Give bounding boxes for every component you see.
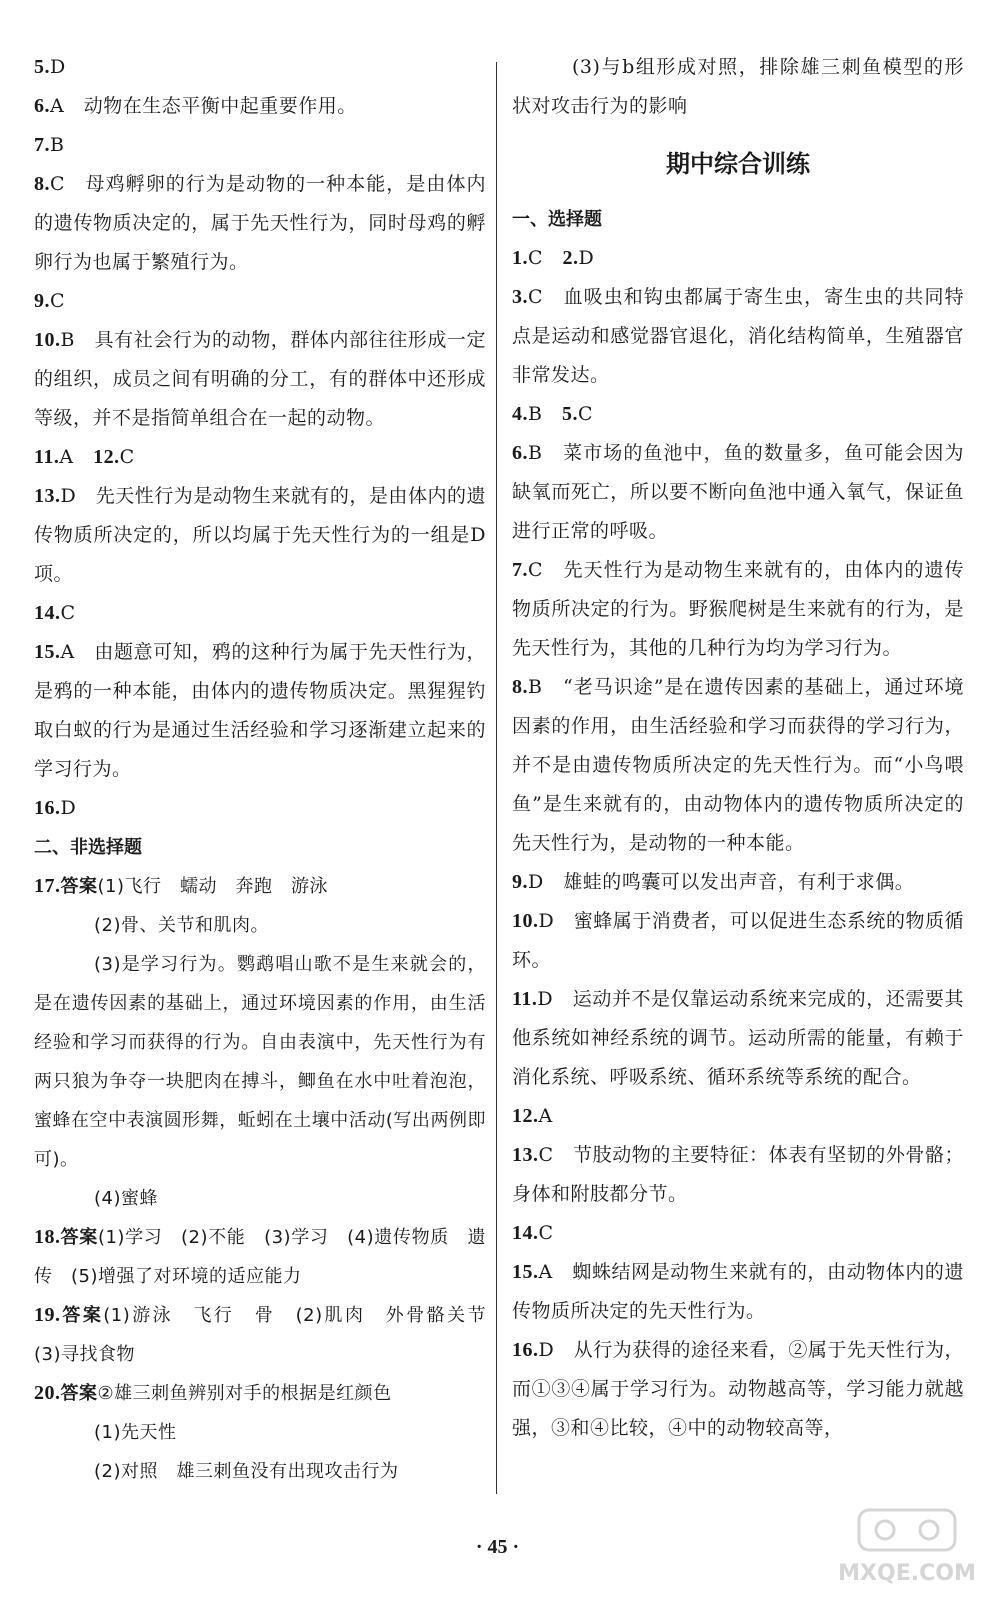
answer-r15: 15.A 蜘蛛结网是动物生来就有的，由动物体内的遗传物质所决定的先天性行为。 — [512, 1261, 964, 1322]
answer-8: 8.C 母鸡孵卵的行为是动物的一种本能，是由体内的遗传物质决定的，属于先天性行为，同时母鸡的孵卵行为也属于繁殖行为。 — [34, 173, 486, 273]
answer-20-part3: (3)与b组形成对照，排除雄三刺鱼模型的形状对攻击行为的影响 — [512, 56, 964, 117]
answer-4-5: 4.B 5.C — [512, 403, 594, 425]
section-heading-choice: 一、选择题 — [512, 209, 602, 230]
answer-r11: 11.D 运动并不是仅靠运动系统来完成的，还需要其他系统如神经系统的调节。运动所需的能量，有赖于消化系统、呼吸系统、循环系统等系统的配合。 — [512, 988, 964, 1088]
column-divider — [496, 62, 497, 1494]
answer-17-line2: (2)骨、关节和肌肉。 — [94, 915, 269, 936]
answer-r8: 8.B “老马识途”是在遗传因素的基础上，通过环境因素的作用，由生活经验和学习而获得的学习行为，并不是由遗传物质所决定的先天性行为。而“小鸟喂鱼”是生来就有的，由动物体内的遗传物质所决定的先天性行为，是动物的一种本能。 — [512, 676, 964, 854]
answer-18: 18.答案(1)学习 (2)不能 (3)学习 (4)遗传物质 遗传 (5)增强了对环境的适应能力 — [34, 1226, 486, 1287]
answer-13: 13.D 先天性行为是动物生来就有的，是由体内的遗传物质所决定的，所以均属于先天性行为的一组是D项。 — [34, 485, 486, 585]
answer-15: 15.A 由题意可知，鸦的这种行为属于先天性行为，是鸦的一种本能，由体内的遗传物质决定。黑猩猩钓取白蚁的行为是通过生活经验和学习逐渐建立起来的学习行为。 — [34, 641, 486, 780]
answer-7: 7.B — [34, 134, 65, 156]
answer-r16: 16.D 从行为获得的途径来看，②属于先天性行为，而①③④属于学习行为。动物越高等，学习能力就越强，③和④比较，④中的动物较高等， — [512, 1339, 964, 1439]
answer-10: 10.B 具有社会行为的动物，群体内部往往形成一定的组织，成员之间有明确的分工，有的群体中还形成等级，并不是指简单组合在一起的动物。 — [34, 329, 486, 429]
page-number: · 45 · — [475, 1536, 520, 1558]
answer-r14: 14.C — [512, 1222, 554, 1244]
answer-1-2: 1.C 2.D — [512, 247, 595, 269]
answer-20: 20.答案②雄三刺鱼辨别对手的根据是红颜色 — [34, 1382, 392, 1404]
answer-19: 19.答案(1)游泳 飞行 骨 (2)肌肉 外骨骼关节 (3)寻找食物 — [34, 1304, 505, 1365]
answer-r12: 12.A — [512, 1105, 553, 1127]
watermark-logo — [837, 1504, 977, 1590]
answer-16: 16.D — [34, 797, 77, 819]
answer-r9: 9.D 雄蛙的鸣囊可以发出声音，有利于求偶。 — [512, 871, 915, 893]
answer-9: 9.C — [34, 290, 66, 312]
answer-r13: 13.C 节肢动物的主要特征：体表有坚韧的外骨骼；身体和附肢都分节。 — [512, 1144, 964, 1205]
answer-6: 6.A 动物在生态平衡中起重要作用。 — [34, 95, 357, 117]
answer-r3: 3.C 血吸虫和钩虫都属于寄生虫，寄生虫的共同特点是运动和感觉器官退化，消化结构简单，生殖器官非常发达。 — [512, 286, 964, 386]
answer-5: 5.D — [34, 56, 66, 78]
left-column — [34, 48, 505, 1491]
answer-17-line3: (3)是学习行为。鹦鹉唱山歌不是生来就会的，是在遗传因素的基础上，通过环境因素的作用，由生活经验和学习而获得的行为。自由表演中，先天性行为有两只狼为争夺一块肥肉在搏斗，鲫鱼在水中吐着泡泡，蜜蜂在空中表演圆形舞，蚯蚓在土壤中活动(写出两例即可)。 — [34, 954, 486, 1170]
answer-17-line1: 17.答案(1)飞行 蠕动 奔跑 游泳 — [34, 875, 328, 897]
answer-20-line1: (1)先天性 — [94, 1422, 177, 1443]
answer-17-line4: (4)蜜蜂 — [94, 1188, 158, 1209]
answer-r7: 7.C 先天性行为是动物生来就有的，由体内的遗传物质所决定的行为。野猴爬树是生来就有的行为，是先天性行为，其他的几种行为均为学习行为。 — [512, 559, 964, 659]
answer-20-line2: (2)对照 雄三刺鱼没有出现攻击行为 — [94, 1461, 399, 1482]
answer-14: 14.C — [34, 602, 76, 624]
right-column — [512, 48, 964, 1448]
watermark-text: MXQE.COM — [838, 1561, 976, 1586]
section-title: 期中综合训练 — [666, 150, 810, 178]
section-heading-non-choice: 二、非选择题 — [34, 837, 142, 858]
answer-r10: 10.D 蜜蜂属于消费者，可以促进生态系统的物质循环。 — [512, 910, 964, 971]
answer-11-12: 11.A 12.C — [34, 446, 135, 468]
answer-r6: 6.B 菜市场的鱼池中，鱼的数量多，鱼可能会因为缺氧而死亡，所以要不断向鱼池中通入氧气，保证鱼进行正常的呼吸。 — [512, 442, 964, 542]
